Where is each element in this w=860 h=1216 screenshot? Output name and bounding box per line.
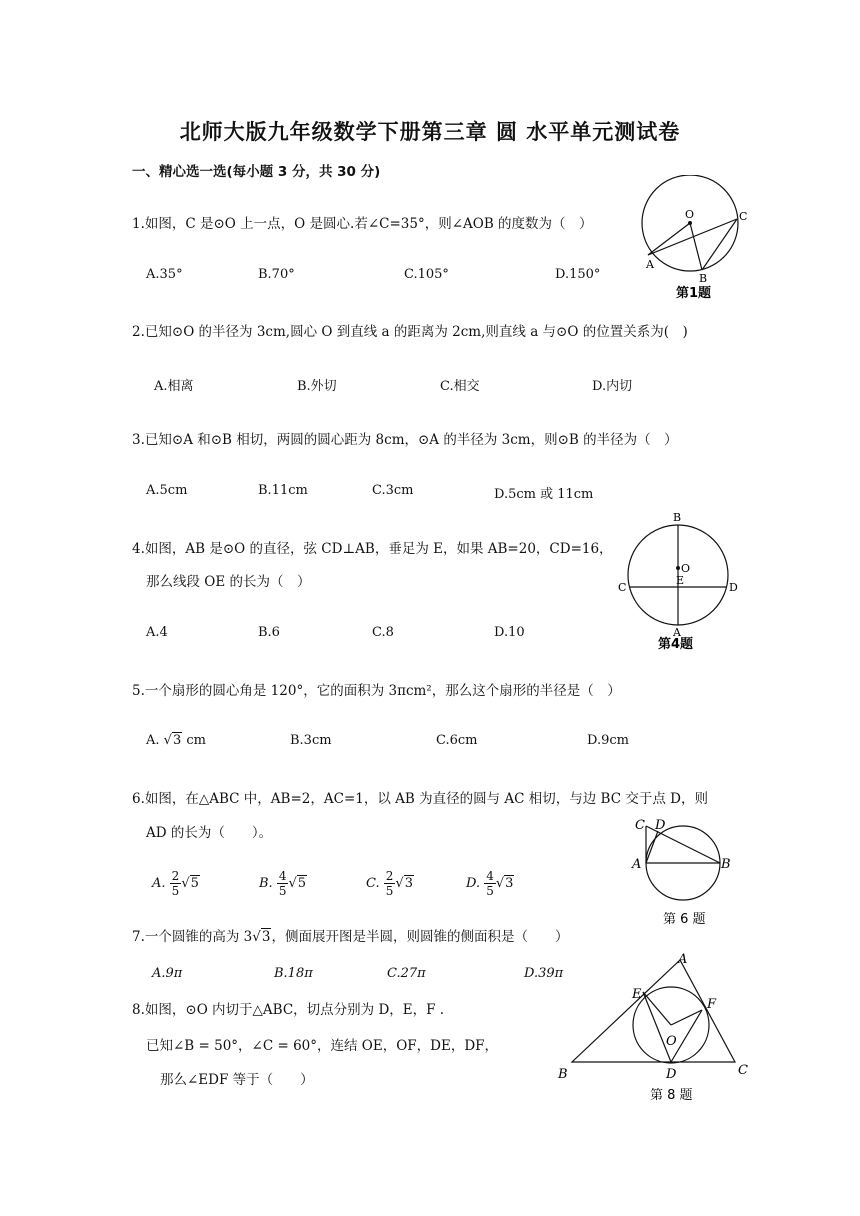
sqrt-symbol: √ bbox=[252, 929, 261, 945]
question-7-stem bbox=[132, 925, 568, 945]
q2-option-a: A.相离 bbox=[154, 379, 194, 394]
q7-option-c: C.27π bbox=[387, 966, 426, 981]
q5-option-a-letter: A. bbox=[146, 733, 160, 748]
q6-d-letter: D. bbox=[466, 876, 481, 891]
q6-c-letter: C. bbox=[366, 876, 380, 891]
fig8-label-a: A bbox=[678, 952, 688, 967]
q6-d-fraction bbox=[484, 869, 496, 898]
q5-option-a-radicand: 3 bbox=[172, 733, 182, 748]
q6-option-a bbox=[152, 869, 200, 898]
question-2-stem: 2.已知⊙O 的半径为 3cm,圆心 O 到直线 a 的距离为 2cm,则直线 a 与⊙O 的位置关系为( ) bbox=[132, 324, 688, 340]
question-4-stem: 4.如图，AB 是⊙O 的直径，弦 CD⊥AB，垂足为 E，如果 AB=20，CD=16， bbox=[132, 541, 613, 557]
q6-a-den: 5 bbox=[171, 884, 180, 898]
q4-option-b: B.6 bbox=[258, 625, 280, 640]
q1-option-d: D.150° bbox=[555, 267, 601, 282]
sqrt-symbol: √ bbox=[495, 876, 505, 891]
q1-option-c: C.105° bbox=[404, 267, 449, 282]
page-title: 北师大版九年级数学下册第三章 圆 水平单元测试卷 bbox=[179, 120, 681, 144]
figure-q1 bbox=[630, 175, 760, 305]
fig8-label-e: E bbox=[632, 987, 642, 1002]
fig8-label-c: C bbox=[738, 1063, 748, 1078]
question-6-stem: 6.如图，在△ABC 中，AB=2，AC=1，以 AB 为直径的圆与 AC 相切，与边 BC 交于点 D，则 bbox=[132, 791, 708, 807]
question-8-stem-line2: 已知∠B = 50°，∠C = 60°，连结 OE，OF，DE，DF， bbox=[146, 1038, 499, 1054]
fig4-label-d: D bbox=[729, 581, 738, 594]
fig1-label-o: O bbox=[685, 208, 695, 221]
fig4-label-e: E bbox=[676, 574, 685, 587]
q6-d-radicand: 3 bbox=[505, 876, 514, 891]
fig8-label-f: F bbox=[707, 997, 717, 1012]
fig1-label-a: A bbox=[646, 258, 654, 271]
q6-d-num: 4 bbox=[486, 869, 494, 883]
q4-option-d: D.10 bbox=[494, 625, 525, 640]
q6-option-b bbox=[259, 869, 307, 898]
q6-a-num: 2 bbox=[171, 869, 180, 883]
question-5-stem: 5.一个扇形的圆心角是 120°，它的面积为 3πcm²，那么这个扇形的半径是（ ） bbox=[132, 683, 621, 699]
fig8-label-o: O bbox=[666, 1034, 677, 1049]
q3-option-a: A.5cm bbox=[146, 483, 188, 498]
q6-option-d bbox=[466, 869, 514, 898]
q5-option-a bbox=[146, 733, 206, 748]
q7-stem-end: ，侧面展开图是半圆，则圆锥的侧面积是（ ） bbox=[271, 929, 569, 945]
q6-b-num: 4 bbox=[278, 869, 287, 883]
fig4-label-b: B bbox=[673, 511, 682, 524]
q2-option-c: C.相交 bbox=[440, 379, 480, 394]
q3-option-d: D.5cm 或 11cm bbox=[494, 487, 594, 502]
fig6-label-b: B bbox=[721, 857, 731, 872]
q5-option-c: C.6cm bbox=[436, 733, 478, 748]
q7-option-a: A.9π bbox=[152, 966, 183, 981]
q6-b-fraction bbox=[277, 869, 289, 898]
fig1-label-b: B bbox=[699, 272, 708, 285]
q4-option-a: A.4 bbox=[146, 625, 168, 640]
q6-b-letter: B. bbox=[259, 876, 273, 891]
fig4-label-a: A bbox=[673, 626, 681, 639]
fig4-caption: 第4题 bbox=[658, 637, 694, 652]
q2-option-d: D.内切 bbox=[592, 379, 633, 394]
q6-a-radicand: 5 bbox=[190, 876, 199, 891]
fig6-label-a: A bbox=[632, 857, 642, 872]
q6-a-letter: A. bbox=[152, 876, 166, 891]
q6-c-num: 2 bbox=[385, 869, 394, 883]
question-4-stem-line2: 那么线段 OE 的长为（ ） bbox=[146, 574, 311, 590]
q7-stem-radicand: 3 bbox=[261, 929, 271, 945]
sqrt-symbol: √ bbox=[163, 733, 172, 748]
fig8-label-d: D bbox=[666, 1067, 677, 1082]
q7-option-b: B.18π bbox=[274, 966, 313, 981]
q2-option-b: B.外切 bbox=[297, 379, 337, 394]
q5-option-d: D.9cm bbox=[587, 733, 629, 748]
question-1-stem: 1.如图，C 是⊙O 上一点，O 是圆心.若∠C=35°，则∠AOB 的度数为（ ） bbox=[132, 216, 593, 232]
q5-option-b: B.3cm bbox=[290, 733, 332, 748]
q6-c-den: 5 bbox=[385, 884, 394, 898]
q3-option-b: B.11cm bbox=[258, 483, 308, 498]
fig8-caption: 第 8 题 bbox=[650, 1088, 693, 1103]
fig4-label-c: C bbox=[618, 581, 627, 594]
q6-a-fraction bbox=[170, 869, 182, 898]
fig6-caption: 第 6 题 bbox=[663, 912, 706, 927]
q5-option-a-unit: cm bbox=[186, 733, 206, 748]
q6-b-radicand: 5 bbox=[297, 876, 307, 891]
q1-option-b: B.70° bbox=[258, 267, 295, 282]
q7-stem-start: 7.一个圆锥的高为 3 bbox=[132, 929, 253, 945]
q4-option-c: C.8 bbox=[372, 625, 394, 640]
question-3-stem: 3.已知⊙A 和⊙B 相切，两圆的圆心距为 8cm，⊙A 的半径为 3cm，则⊙B 的半径为（ ） bbox=[132, 432, 678, 448]
fig8-label-b: B bbox=[558, 1067, 568, 1082]
fig4-label-o: O bbox=[681, 562, 691, 575]
q6-option-c bbox=[366, 869, 414, 898]
figure-q6 bbox=[628, 812, 748, 932]
figure-q8 bbox=[552, 950, 760, 1106]
q6-c-radicand: 3 bbox=[404, 876, 413, 891]
section-heading: 一、精心选一选(每小题 3 分，共 30 分) bbox=[132, 164, 381, 180]
q3-option-c: C.3cm bbox=[372, 483, 414, 498]
q1-option-a: A.35° bbox=[146, 267, 183, 282]
q7-option-d: D.39π bbox=[524, 966, 564, 981]
fig6-label-c: C bbox=[635, 818, 645, 833]
sqrt-symbol: √ bbox=[181, 876, 190, 891]
figure-q4 bbox=[612, 508, 742, 653]
q6-d-den: 5 bbox=[486, 884, 494, 898]
q6-c-fraction bbox=[384, 869, 396, 898]
question-8-stem-line3: 那么∠EDF 等于（ ） bbox=[160, 1072, 314, 1088]
question-8-stem: 8.如图，⊙O 内切于△ABC，切点分别为 D，E，F . bbox=[132, 1002, 445, 1018]
q6-b-den: 5 bbox=[278, 884, 287, 898]
fig6-label-d: D bbox=[655, 818, 666, 833]
fig1-label-c: C bbox=[739, 210, 748, 223]
sqrt-symbol: √ bbox=[288, 876, 297, 891]
fig1-caption: 第1题 bbox=[676, 286, 712, 301]
question-6-stem-line2: AD 的长为（ ）。 bbox=[146, 825, 273, 841]
sqrt-symbol: √ bbox=[395, 876, 404, 891]
